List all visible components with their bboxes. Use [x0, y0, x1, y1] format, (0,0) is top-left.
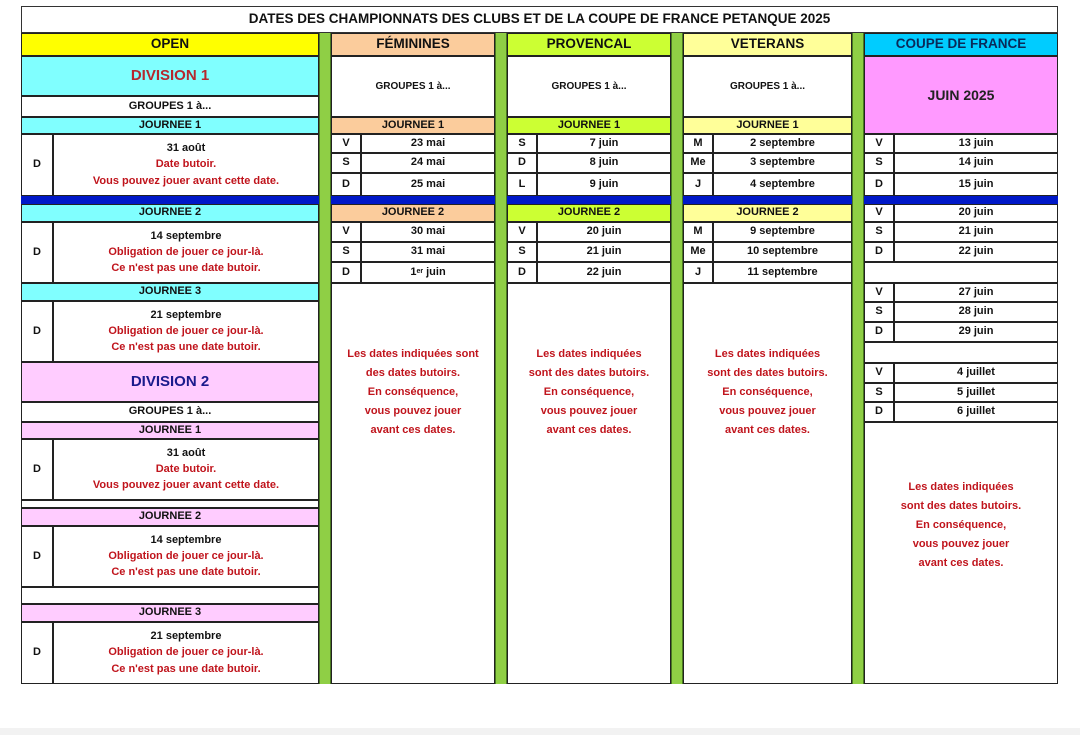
day: V [864, 134, 894, 153]
note-line: Les dates indiquées sont [347, 348, 479, 360]
division2-groupes: GROUPES 1 à... [21, 402, 319, 422]
date: 4 septembre [713, 173, 852, 196]
separator-blue [21, 196, 319, 204]
day: S [864, 153, 894, 173]
note: Date butoir. [155, 158, 217, 171]
d1-journee2-label: JOURNEE 2 [21, 204, 319, 222]
note: Vous pouvez jouer avant cette date. [92, 174, 280, 187]
d1-journee3-info [53, 301, 319, 362]
date-num: 1 [410, 265, 417, 278]
date: 25 mai [361, 173, 495, 196]
day: V [507, 222, 537, 242]
d2-journee1-label: JOURNEE 1 [21, 422, 319, 439]
note-line: vous pouvez jouer [364, 405, 462, 417]
day: Me [683, 242, 713, 262]
veterans-groupes: GROUPES 1 à... [683, 56, 852, 117]
division1-groupes: GROUPES 1 à... [21, 96, 319, 117]
date: 8 juin [537, 153, 671, 173]
spacer-row [21, 587, 319, 604]
spacer-row [864, 342, 1058, 363]
header-provencal: PROVENCAL [507, 33, 671, 56]
day: S [864, 222, 894, 242]
note: Obligation de jouer ce jour-là. [108, 245, 264, 258]
date: 21 septembre [150, 630, 222, 643]
coupe-month: JUIN 2025 [864, 56, 1058, 134]
note-line: vous pouvez jouer [912, 538, 1010, 550]
coupe-note [864, 422, 1058, 684]
note-line: Les dates indiquées [536, 348, 642, 360]
date: 30 mai [361, 222, 495, 242]
note: Ce n'est pas une date butoir. [111, 262, 261, 275]
note: Ce n'est pas une date butoir. [111, 662, 261, 675]
day: V [864, 363, 894, 383]
separator-green [319, 33, 331, 684]
day: D [507, 262, 537, 283]
date: 28 juin [894, 302, 1058, 322]
separator-blue [864, 196, 1058, 204]
day: D [864, 402, 894, 422]
date: 29 juin [894, 322, 1058, 342]
spacer-row [864, 262, 1058, 283]
note-line: sont des dates butoirs. [528, 367, 650, 379]
note: Obligation de jouer ce jour-là. [108, 646, 264, 659]
spacer-row [21, 500, 319, 508]
d2-journee1-info [53, 439, 319, 500]
header-veterans: VETERANS [683, 33, 852, 56]
day: D [331, 173, 361, 196]
division2-label: DIVISION 2 [21, 362, 319, 402]
fem-journee1-label: JOURNEE 1 [331, 117, 495, 134]
date: 27 juin [894, 283, 1058, 302]
d1-journee3-day: D [21, 301, 53, 362]
division1-label: DIVISION 1 [21, 56, 319, 96]
page-title: DATES DES CHAMPIONNATS DES CLUBS ET DE LA COUPE DE FRANCE PETANQUE 2025 [21, 6, 1058, 33]
date: 13 juin [894, 134, 1058, 153]
day: M [683, 222, 713, 242]
date: 20 juin [537, 222, 671, 242]
day: S [331, 242, 361, 262]
date: 9 septembre [713, 222, 852, 242]
d1-journee3-label: JOURNEE 3 [21, 283, 319, 301]
note-line: sont des dates butoirs. [707, 367, 828, 379]
day: S [864, 383, 894, 402]
day: L [507, 173, 537, 196]
date: 3 septembre [713, 153, 852, 173]
d2-journee1-day: D [21, 439, 53, 500]
note-line: En conséquence, [915, 519, 1007, 531]
note-line: avant ces dates. [546, 424, 632, 436]
provencal-groupes: GROUPES 1 à... [507, 56, 671, 117]
date: 22 juin [894, 242, 1058, 262]
day: D [864, 173, 894, 196]
note: Ce n'est pas une date butoir. [111, 566, 261, 579]
date: 31 mai [361, 242, 495, 262]
day: D [507, 153, 537, 173]
d1-journee1-label: JOURNEE 1 [21, 117, 319, 134]
date: 14 juin [894, 153, 1058, 173]
date: 14 septembre [150, 533, 222, 546]
date: 5 juillet [894, 383, 1058, 402]
date [361, 262, 495, 283]
date: 7 juin [537, 134, 671, 153]
date: 9 juin [537, 173, 671, 196]
note-line: des dates butoirs. [365, 367, 461, 379]
day: S [864, 302, 894, 322]
note-line: Les dates indiquées [714, 348, 821, 360]
note-line: Les dates indiquées [908, 481, 1014, 493]
pro-journee2-label: JOURNEE 2 [507, 204, 671, 222]
note-line: En conséquence, [367, 386, 459, 398]
date: 15 juin [894, 173, 1058, 196]
date: 31 août [166, 142, 206, 155]
day: D [864, 242, 894, 262]
separator-blue [331, 196, 495, 204]
note-line: avant ces dates. [370, 424, 456, 436]
date: 21 juin [894, 222, 1058, 242]
day: D [864, 322, 894, 342]
day: D [331, 262, 361, 283]
vet-journee2-label: JOURNEE 2 [683, 204, 852, 222]
separator-blue [683, 196, 852, 204]
day: S [507, 242, 537, 262]
vet-journee1-label: JOURNEE 1 [683, 117, 852, 134]
note-line: En conséquence, [543, 386, 635, 398]
separator-green [852, 33, 864, 684]
day: V [331, 134, 361, 153]
day: Me [683, 153, 713, 173]
date-sup: er [416, 268, 424, 276]
date: 14 septembre [150, 229, 222, 242]
date-rest: juin [423, 265, 446, 278]
header-open: OPEN [21, 33, 319, 56]
d1-journee1-day: D [21, 134, 53, 196]
day: J [683, 173, 713, 196]
veterans-note [683, 283, 852, 684]
day: V [864, 204, 894, 222]
d2-journee2-label: JOURNEE 2 [21, 508, 319, 526]
pro-journee1-label: JOURNEE 1 [507, 117, 671, 134]
date: 11 septembre [713, 262, 852, 283]
date: 10 septembre [713, 242, 852, 262]
date: 23 mai [361, 134, 495, 153]
day: J [683, 262, 713, 283]
note-line: avant ces dates. [725, 424, 810, 436]
day: S [331, 153, 361, 173]
day: M [683, 134, 713, 153]
feminines-note [331, 283, 495, 684]
d1-journee2-day: D [21, 222, 53, 283]
date: 21 juin [537, 242, 671, 262]
d2-journee3-label: JOURNEE 3 [21, 604, 319, 622]
date: 21 septembre [150, 308, 222, 321]
date: 24 mai [361, 153, 495, 173]
day: S [507, 134, 537, 153]
separator-green [671, 33, 683, 684]
d2-journee3-day: D [21, 622, 53, 684]
note-line: vous pouvez jouer [719, 405, 816, 417]
date: 6 juillet [894, 402, 1058, 422]
note-line: vous pouvez jouer [540, 405, 638, 417]
note-line: sont des dates butoirs. [900, 500, 1022, 512]
date: 4 juillet [894, 363, 1058, 383]
bottom-strip [0, 728, 1080, 735]
note-line: En conséquence, [722, 386, 813, 398]
note: Date butoir. [155, 462, 217, 475]
day: V [864, 283, 894, 302]
note: Ce n'est pas une date butoir. [111, 341, 261, 354]
date: 2 septembre [713, 134, 852, 153]
feminines-groupes: GROUPES 1 à... [331, 56, 495, 117]
d2-journee2-info [53, 526, 319, 587]
note: Vous pouvez jouer avant cette date. [92, 479, 280, 492]
d1-journee1-info [53, 134, 319, 196]
d1-journee2-info [53, 222, 319, 283]
note: Obligation de jouer ce jour-là. [108, 549, 264, 562]
date: 22 juin [537, 262, 671, 283]
fem-journee2-label: JOURNEE 2 [331, 204, 495, 222]
note: Obligation de jouer ce jour-là. [108, 324, 264, 337]
date: 31 août [166, 446, 206, 459]
header-feminines: FÉMININES [331, 33, 495, 56]
header-coupe-de-france: COUPE DE FRANCE [864, 33, 1058, 56]
separator-blue [507, 196, 671, 204]
day: V [331, 222, 361, 242]
date: 20 juin [894, 204, 1058, 222]
note-line: avant ces dates. [918, 557, 1004, 569]
d2-journee2-day: D [21, 526, 53, 587]
provencal-note [507, 283, 671, 684]
d2-journee3-info [53, 622, 319, 684]
separator-green [495, 33, 507, 684]
